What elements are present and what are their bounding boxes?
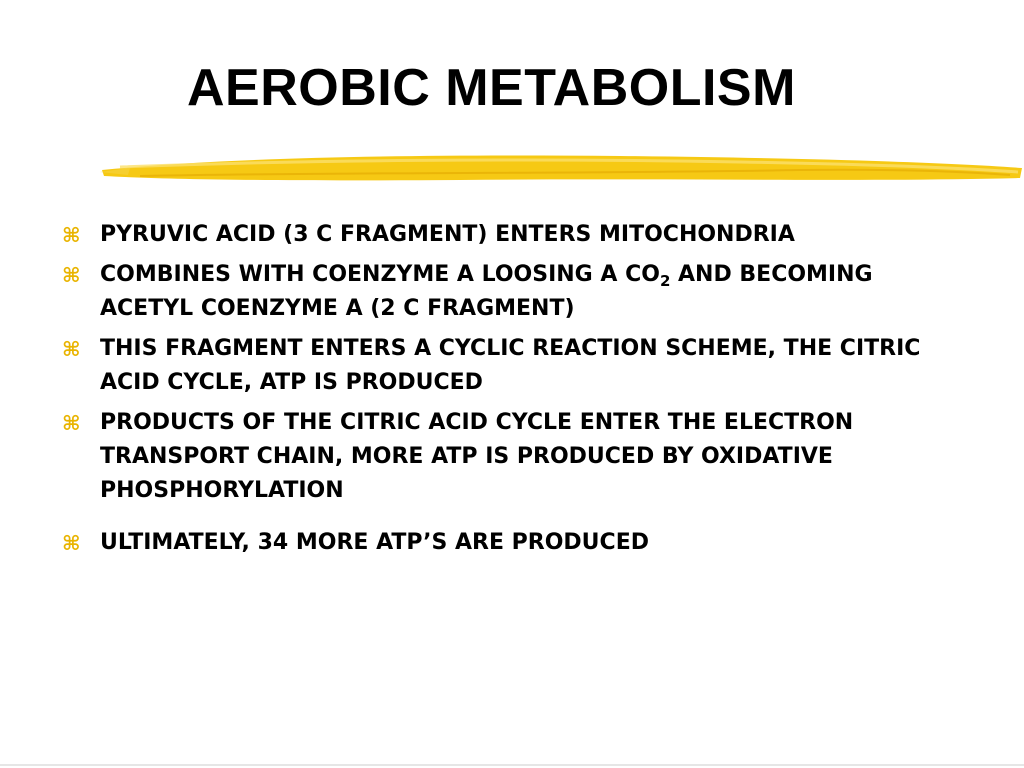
command-key-icon: ⌘: [62, 531, 81, 555]
bullet-text: THIS FRAGMENT ENTERS A CYCLIC REACTION SCHEME, THE CITRIC ACID CYCLE, ATP IS PRODUCED: [100, 336, 921, 395]
highlighter-stroke: [100, 148, 1024, 188]
bullet-text-part: COMBINES WITH COENZYME A LOOSING A CO: [100, 262, 660, 287]
bullet-item-atp-total: [62, 526, 962, 560]
bullet-item-pyruvic-acid: [62, 218, 962, 252]
bullet-text: ULTIMATELY, 34 MORE ATP’S ARE PRODUCED: [100, 530, 649, 555]
command-key-icon: ⌘: [62, 411, 81, 435]
bullet-text: [100, 258, 962, 326]
bullet-list: [62, 218, 962, 566]
co2-subscript: 2: [659, 272, 671, 290]
command-key-icon: ⌘: [62, 223, 81, 247]
bullet-item-coenzyme-a: [62, 258, 962, 326]
command-key-icon: ⌘: [62, 337, 81, 361]
bullet-text: PYRUVIC ACID (3 C FRAGMENT) ENTERS MITOCHONDRIA: [100, 222, 795, 247]
slide-title: AEROBIC METABOLISM: [187, 59, 796, 117]
bullet-text-part: AND BECOMING ACETYL COENZYME A (2 C FRAGMENT): [100, 262, 873, 321]
bullet-item-citric-acid-cycle: [62, 332, 962, 400]
bullet-item-electron-transport-chain: [62, 406, 962, 508]
command-key-icon: ⌘: [62, 263, 81, 287]
footer-divider: [0, 764, 1024, 766]
bullet-text: PRODUCTS OF THE CITRIC ACID CYCLE ENTER THE ELECTRON TRANSPORT CHAIN, MORE ATP IS PRODUCED BY OXIDATIVE PHOSPHORYLATION: [100, 410, 854, 503]
